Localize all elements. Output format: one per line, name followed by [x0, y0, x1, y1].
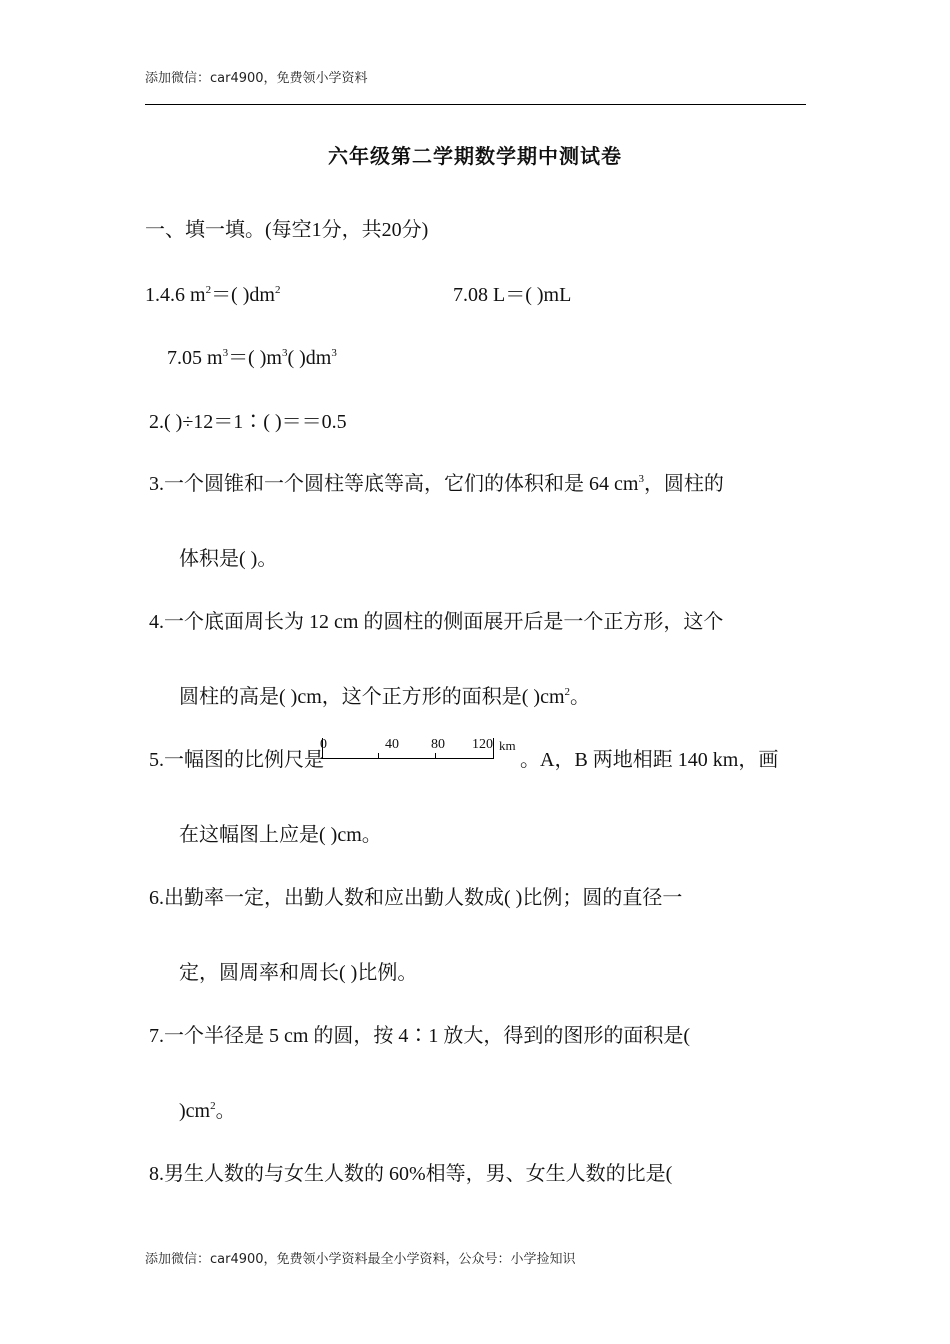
q3-line-1: 3.一个圆锥和一个圆柱等底等高，它们的体积和是 64 $cm^3$，圆柱的	[149, 473, 724, 495]
q7-line-1: 7.一个半径是 5 cm 的圆，按 4∶1 放大，得到的图形的面积是(	[149, 1025, 691, 1047]
q6-line-1: 6.出勤率一定，出勤人数和应出勤人数成( )比例；圆的直径一	[149, 887, 683, 909]
q3-line-2: 体积是( )。	[179, 548, 278, 570]
header-rule	[145, 104, 806, 105]
scale-bar	[322, 736, 522, 764]
scale-label-0: 0	[320, 737, 327, 752]
q4-line-1: 4.一个底面周长为 12 cm 的圆柱的侧面展开后是一个正方形，这个	[149, 611, 724, 633]
q5-line-2: 在这幅图上应是( )cm。	[179, 824, 382, 846]
scale-label-40: 40	[385, 737, 399, 752]
q2-line: 2.( )÷12＝1∶( )＝＝0.5	[149, 411, 347, 433]
section-heading: 一、填一填。(每空1分，共20分)	[145, 219, 429, 241]
q1-line-c: 7.05 $m^3=$( )$m^3$( )$dm^3$	[167, 347, 337, 369]
header-text: 添加微信：car4900，免费领小学资料	[145, 71, 368, 86]
q1-line-b: 7.08 L＝( )mL	[453, 284, 572, 306]
page-title: 六年级第二学期数学期中测试卷	[328, 144, 622, 168]
q8-line-1: 8.男生人数的与女生人数的 60%相等，男、女生人数的比是(	[149, 1163, 673, 1185]
q4-line-2: 圆柱的高是( )cm，这个正方形的面积是( )$cm^2$。	[179, 686, 591, 708]
q6-line-2: 定，圆周率和周长( )比例。	[179, 962, 418, 984]
scale-label-120: 120	[472, 737, 493, 752]
q7-line-2: )$cm^2$。	[179, 1100, 236, 1122]
q5-line-1-pre: 5.一幅图的比例尺是	[149, 749, 324, 771]
scale-label-80: 80	[431, 737, 445, 752]
scale-unit: km	[499, 738, 516, 753]
footer-text: 添加微信：car4900，免费领小学资料最全小学资料，公众号：小学捡知识	[145, 1252, 576, 1267]
q1-line-a: 1.4.6 $m^2=$( )$dm^2$	[145, 284, 281, 306]
q5-line-1-post: 。A，B 两地相距 140 km，画	[520, 749, 779, 771]
